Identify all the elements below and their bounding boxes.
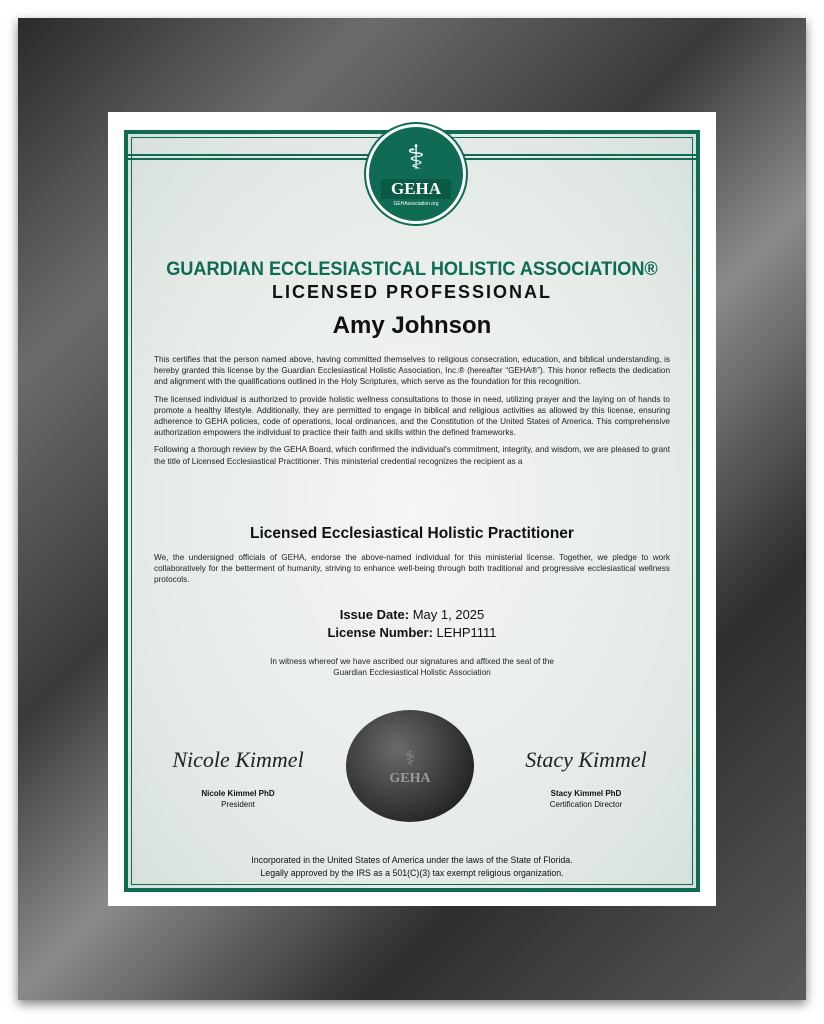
license-number-label: License Number: [327,625,433,640]
wax-seal [346,710,474,822]
signatory-name: Nicole Kimmel PhD [201,789,275,798]
paragraph: Following a thorough review by the GEHA Board, which confirmed the individual's commitment, integrity, and wisdom, we are pleased to grant the title of Licensed Ecclesiastical Practitioner. This ministerial credential recognizes the recipient as a [154,445,670,466]
logo-abbr: GEHA [381,179,451,199]
certificate [124,130,700,892]
certificate-heading: LICENSED PROFESSIONAL [271,282,553,302]
issue-date: May 1, 2025 [412,607,485,622]
signatory-role: President [221,800,255,809]
footer-line: Legally approved by the IRS as a 501(C)(3) tax exempt religious organization. [260,868,564,878]
issue-date-label: Issue Date: [339,607,410,622]
signatory-role: Certification Director [549,800,623,809]
endorsement-paragraph: We, the undersigned officials of GEHA, endorse the above-named individual for this ministerial license. Together, we pledge to work collaboratively for the betterment of humanity, striving to enhance well-being through both traditional and progressive ecclesiastical wellness protocols. [154,553,670,585]
license-title: Licensed Ecclesiastical Holistic Practitioner [250,525,574,542]
footer-line: Incorporated in the United States of America under the laws of the State of Florida. [251,855,573,865]
caduceus-icon: ⚕ [406,139,426,177]
issue-info [128,606,696,642]
signatory-name: Stacy Kimmel PhD [550,789,622,798]
recipient-name: Amy Johnson [332,312,492,339]
witness-line: Guardian Ecclesiastical Holistic Association [333,668,491,677]
signature-image: Stacy Kimmel [525,747,647,772]
certificate-body [154,354,670,473]
paragraph: This certifies that the person named above, having committed themselves to religious consecration, education, and biblical understanding, is hereby granted this license by the Guardian Ecclesiastical Holistic Association, Inc.® (hereafter “GEHA®”). This honor reflects the dedication and alignment with the qualifications outlined in the Holy Scriptures, which serve as the foundation for this recognition. [154,355,670,387]
license-number: LEHP1111 [436,625,497,640]
caduceus-icon: ⚕ [404,747,416,770]
witness-statement [128,656,696,678]
signature-director [506,747,666,810]
footer [128,854,696,880]
signature-image: Nicole Kimmel [172,747,304,772]
geha-logo [366,124,466,224]
logo-url: GEHAssociation.org [393,201,439,207]
signature-president [158,747,318,810]
organization-name: GUARDIAN ECCLESIASTICAL HOLISTIC ASSOCIATION® [166,258,658,280]
seal-abbr: GEHA [389,770,431,786]
witness-line: In witness whereof we have ascribed our signatures and affixed the seal of the [270,657,554,666]
paragraph: The licensed individual is authorized to provide holistic wellness consultations to those in need, utilizing prayer and the laying on of hands to promote a healthy lifestyle. Additionally, they are permitted to engage in biblical and religious activities as allowed by this license, ensuring adherence to GEHA policies, code of operations, local ordinances, and the Constitution of the United States of America. This comprehensive authorization empowers the individual to practice their faith and skills within the defined frameworks. [154,394,670,438]
